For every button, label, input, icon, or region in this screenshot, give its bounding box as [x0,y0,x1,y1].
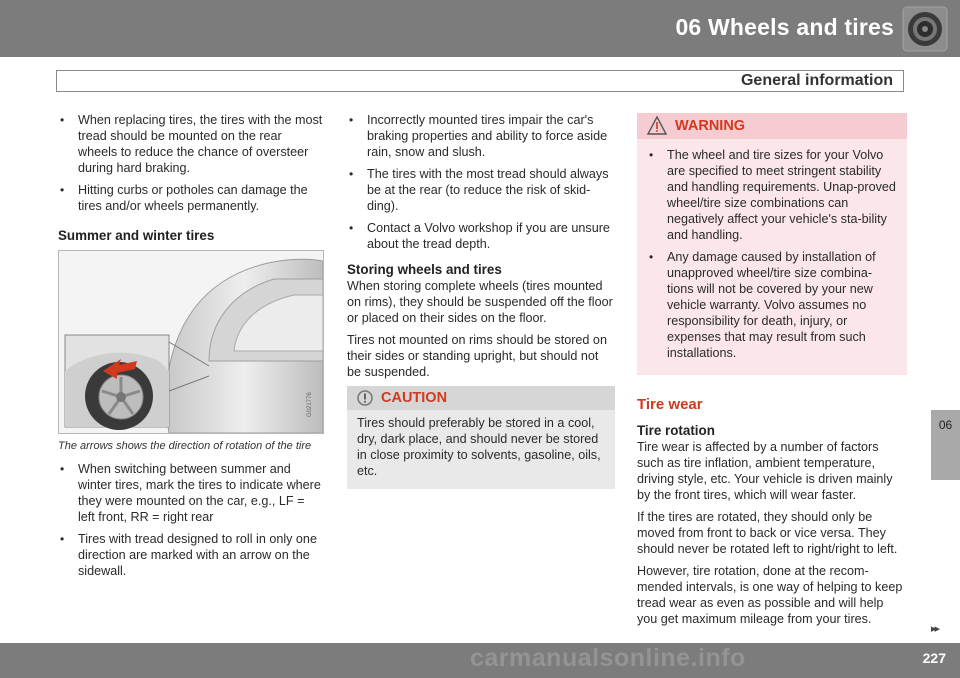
warning-box [637,113,907,375]
list-item: • Contact a Volvo workshop if you are unsure about the tread depth. [349,221,610,251]
storing-paragraph-1: When storing complete wheels (tires mounted on rims), they should be suspended off the floor or placed on their sides on the floor. [347,279,613,325]
exclamation-circle-icon [357,390,373,406]
rotation-paragraph-2: If the tires are rotated, they should only be moved from front to back or vice versa. They should never be rotated left to right/right to left. [637,510,898,556]
caution-title: CAUTION [381,390,448,406]
figure-code: G021776 [307,392,313,417]
rotation-paragraph-1: Tire wear is affected by a number of factors such as tire inflation, ambient temperature, driving style, etc. Your vehicle is driven mainly by the front tires, which will wear faster. [637,440,893,502]
list-item: • The wheel and tire sizes for your Volvo are specified to meet stringent stability and handling requirements. Unap-proved wheel/tire size combinations can negatively affect your vehicle's sta-bility and handling. [649,148,896,242]
chapter-side-tab[interactable] [931,410,960,480]
column-1 [58,112,324,585]
caution-box [347,386,615,489]
bullet-list-top [58,112,324,214]
tire-icon [902,6,948,52]
chapter-title: 06 Wheels and tires [675,14,894,40]
section-title: General information [740,72,893,89]
tire-rotation-heading: Tire rotation [637,423,715,438]
list-item: • Incorrectly mounted tires impair the car's braking properties and ability to force aside rain, snow and slush. [349,113,608,159]
watermark: carmanualsonline.info [470,644,746,672]
section-header [56,70,904,92]
storing-paragraph-2: Tires not mounted on rims should be stored on their sides or standing upright, but should not be suspended. [347,333,607,379]
list-item: • Hitting curbs or potholes can damage the tires and/or wheels permanently. [60,183,308,213]
side-tab-label: 06 [938,418,953,432]
car-illustration [59,251,323,433]
warning-list [647,147,897,361]
list-item: • Tires with tread designed to roll in only one direction are marked with an arrow on the sidewall. [60,532,317,578]
warning-title: WARNING [675,118,746,134]
bullet-list-tread [347,112,615,252]
figure-caption: The arrows shows the direction of rotation of the tire [58,440,312,452]
bullet-list-bottom [58,461,324,579]
rotation-paragraph-3: However, tire rotation, done at the recom-mended intervals, is one way of helping to keep tread wear as even as possible and will help you get maximum mileage from your tires. [637,564,903,626]
summer-winter-heading: Summer and winter tires [58,228,215,243]
list-item: • When replacing tires, the tires with the most tread should be mounted on the rear wheels to reduce the chance of oversteer during hard braking. [60,113,323,175]
tire-wear-heading: Tire wear [637,396,703,413]
list-item: • The tires with the most tread should always be at the rear (to reduce the risk of skid-ding). [349,167,609,213]
caution-text: Tires should preferably be stored in a cool, dry, dark place, and should never be stored in close proximity to solvents, gasoline, oils, etc. [357,416,601,478]
page-number: 227 [922,650,946,666]
storing-heading: Storing wheels and tires [347,262,502,277]
header-bar [0,0,960,57]
column-2 [347,112,615,489]
next-page-arrows-icon[interactable]: ▸▸ [930,623,938,635]
list-item: • Any damage caused by installation of unapproved wheel/tire size combina-tions will not be covered by your new vehicle warranty. Volvo assumes no responsibility for death, injury, or expenses that may result from such installations. [649,250,876,360]
column-3 [637,113,907,633]
warning-triangle-icon [647,116,667,135]
tire-rotation-figure [58,250,324,434]
list-item: • When switching between summer and winter tires, mark the tires to indicate where they were mounted on the car, e.g., LF = left front, RR = right rear [60,462,321,524]
